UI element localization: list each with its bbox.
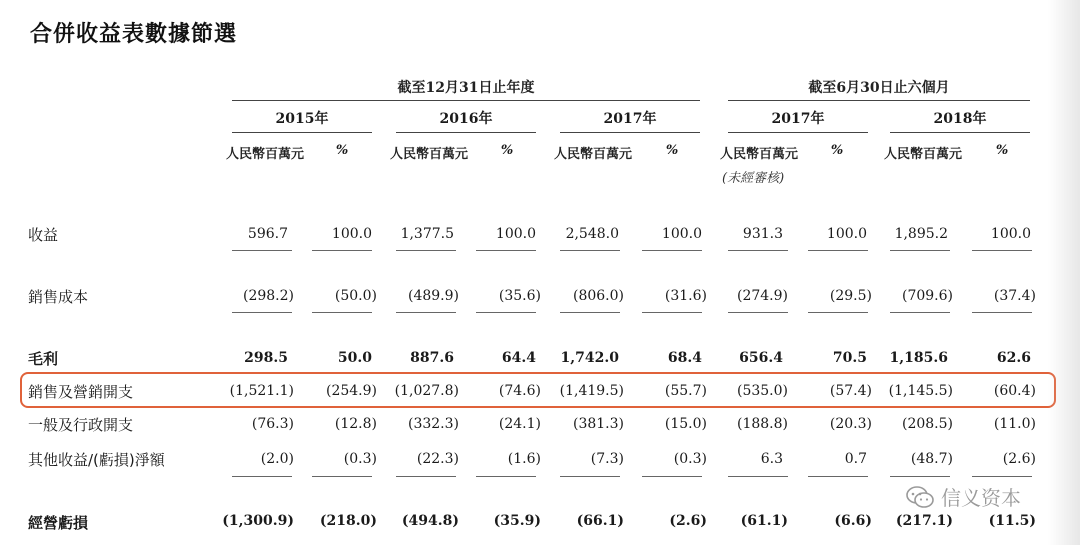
- table-cell: (6.6): [834, 513, 872, 529]
- group-rule-interim: [728, 100, 1030, 101]
- group-rule-annual: [232, 100, 700, 101]
- table-cell: (218.0): [319, 513, 377, 529]
- table-cell: (20.3): [829, 416, 872, 432]
- wechat-icon: [905, 485, 935, 509]
- table-cell: (37.4): [993, 288, 1036, 304]
- table-cell: 931.3: [742, 226, 783, 242]
- unit-label-2017-interim: 人民幣百萬元: [720, 147, 799, 162]
- table-cell: (1,027.8): [394, 383, 459, 399]
- row-label-revenue: 收益: [28, 226, 59, 244]
- watermark-text: 信义资本: [941, 486, 1021, 510]
- table-cell: 6.3: [760, 451, 783, 467]
- table-cell: (188.8): [736, 416, 788, 432]
- table-cell: 100.0: [661, 226, 702, 242]
- table-cell: (2.0): [260, 451, 294, 467]
- table-cell: (29.5): [829, 288, 872, 304]
- row-rule: [476, 250, 536, 251]
- table-cell: (35.9): [493, 513, 541, 529]
- row-rule: [396, 476, 456, 477]
- row-rule: [890, 250, 950, 251]
- pct-label-2017-interim: %: [830, 143, 844, 158]
- table-cell: 100.0: [495, 226, 536, 242]
- table-cell: (24.1): [498, 416, 541, 432]
- table-cell: (2.6): [1002, 451, 1036, 467]
- row-rule: [642, 312, 702, 313]
- row-rule: [728, 312, 788, 313]
- row-rule: [312, 250, 372, 251]
- pct-label-2018-interim: %: [995, 143, 1009, 158]
- year-rule-2016: [396, 132, 536, 133]
- row-label-admin-expenses: 一般及行政開支: [28, 416, 134, 434]
- row-rule: [396, 250, 456, 251]
- unit-label-2018-interim: 人民幣百萬元: [884, 147, 963, 162]
- table-cell: 887.6: [410, 350, 454, 366]
- table-cell: (50.0): [334, 288, 377, 304]
- table-cell: (76.3): [251, 416, 294, 432]
- year-header-2018-interim: 2018年: [933, 111, 987, 127]
- row-label-gross-profit: 毛利: [28, 350, 59, 368]
- table-cell: 100.0: [331, 226, 372, 242]
- table-cell: (2.6): [669, 513, 707, 529]
- row-rule: [232, 312, 292, 313]
- row-label-cost-of-sales: 銷售成本: [28, 288, 89, 306]
- row-rule: [476, 312, 536, 313]
- row-rule: [312, 312, 372, 313]
- page-title: 合併收益表數據節選: [30, 22, 238, 47]
- table-cell: (806.0): [572, 288, 624, 304]
- table-cell: (1,145.5): [888, 383, 953, 399]
- year-header-2015: 2015年: [275, 111, 329, 127]
- table-cell: (48.7): [910, 451, 953, 467]
- year-rule-2017: [560, 132, 700, 133]
- table-cell: (489.9): [407, 288, 459, 304]
- row-rule: [972, 250, 1032, 251]
- table-cell: (0.3): [343, 451, 377, 467]
- table-cell: 656.4: [739, 350, 783, 366]
- group-header-interim: 截至6月30日止六個月: [808, 80, 950, 96]
- table-cell: (1.6): [507, 451, 541, 467]
- row-rule: [728, 476, 788, 477]
- table-cell: 1,895.2: [894, 226, 948, 242]
- table-cell: (31.6): [664, 288, 707, 304]
- row-rule: [476, 476, 536, 477]
- table-cell: (0.3): [673, 451, 707, 467]
- row-rule: [890, 476, 950, 477]
- row-rule: [560, 312, 620, 313]
- row-rule: [808, 312, 868, 313]
- row-rule: [232, 250, 292, 251]
- table-cell: 62.6: [996, 350, 1031, 366]
- row-label-operating-loss: 經營虧損: [28, 514, 89, 532]
- pct-label-2016: %: [500, 143, 514, 158]
- row-label-selling-expenses: 銷售及營銷開支: [28, 383, 134, 401]
- row-rule: [728, 250, 788, 251]
- table-cell: 70.5: [832, 350, 867, 366]
- table-cell: 1,377.5: [400, 226, 454, 242]
- table-cell: (61.1): [740, 513, 788, 529]
- unaudited-note: (未經審核): [722, 171, 785, 186]
- row-rule: [808, 476, 868, 477]
- table-cell: (7.3): [590, 451, 624, 467]
- year-rule-2015: [232, 132, 372, 133]
- table-cell: (1,419.5): [559, 383, 624, 399]
- page-edge-shadow: [1048, 0, 1080, 545]
- year-header-2017: 2017年: [603, 111, 657, 127]
- table-cell: (11.0): [993, 416, 1036, 432]
- year-rule-2017-interim: [728, 132, 868, 133]
- table-cell: (254.9): [325, 383, 377, 399]
- table-cell: (217.1): [895, 513, 953, 529]
- group-header-annual: 截至12月31日止年度: [397, 80, 535, 96]
- table-cell: (57.4): [829, 383, 872, 399]
- row-rule: [396, 312, 456, 313]
- row-rule: [312, 476, 372, 477]
- table-cell: (274.9): [736, 288, 788, 304]
- table-cell: (12.8): [334, 416, 377, 432]
- year-header-2017-interim: 2017年: [771, 111, 825, 127]
- row-rule: [232, 476, 292, 477]
- table-cell: (1,300.9): [222, 513, 294, 529]
- table-cell: (66.1): [576, 513, 624, 529]
- table-cell: (298.2): [242, 288, 294, 304]
- row-rule: [642, 476, 702, 477]
- table-cell: (22.3): [416, 451, 459, 467]
- year-rule-2018-interim: [890, 132, 1030, 133]
- table-cell: (60.4): [993, 383, 1036, 399]
- table-cell: 100.0: [990, 226, 1031, 242]
- row-label-other-gains: 其他收益/(虧損)淨額: [28, 451, 165, 469]
- row-rule: [642, 250, 702, 251]
- table-cell: 298.5: [244, 350, 288, 366]
- table-cell: 64.4: [501, 350, 536, 366]
- unit-label-2017: 人民幣百萬元: [554, 147, 633, 162]
- table-cell: 100.0: [826, 226, 867, 242]
- table-cell: (535.0): [736, 383, 788, 399]
- unit-label-2015: 人民幣百萬元: [226, 147, 305, 162]
- table-cell: (208.5): [901, 416, 953, 432]
- table-cell: 1,185.6: [889, 350, 948, 366]
- table-cell: 1,742.0: [560, 350, 619, 366]
- row-rule: [560, 250, 620, 251]
- row-rule: [890, 312, 950, 313]
- row-rule: [972, 312, 1032, 313]
- table-cell: (11.5): [988, 513, 1036, 529]
- row-rule: [972, 476, 1032, 477]
- year-header-2016: 2016年: [439, 111, 493, 127]
- pct-label-2017: %: [665, 143, 679, 158]
- table-cell: 0.7: [844, 451, 867, 467]
- table-cell: 68.4: [667, 350, 702, 366]
- unit-label-2016: 人民幣百萬元: [390, 147, 469, 162]
- table-cell: 596.7: [247, 226, 288, 242]
- row-rule: [560, 476, 620, 477]
- table-cell: (494.8): [401, 513, 459, 529]
- table-cell: (709.6): [901, 288, 953, 304]
- table-cell: (35.6): [498, 288, 541, 304]
- table-cell: (381.3): [572, 416, 624, 432]
- table-cell: (55.7): [664, 383, 707, 399]
- watermark: [905, 482, 1021, 511]
- table-cell: (332.3): [407, 416, 459, 432]
- table-cell: 2,548.0: [565, 226, 619, 242]
- pct-label-2015: %: [335, 143, 349, 158]
- table-cell: (15.0): [664, 416, 707, 432]
- table-cell: (1,521.1): [229, 383, 294, 399]
- row-rule: [808, 250, 868, 251]
- table-cell: (74.6): [498, 383, 541, 399]
- table-cell: 50.0: [337, 350, 372, 366]
